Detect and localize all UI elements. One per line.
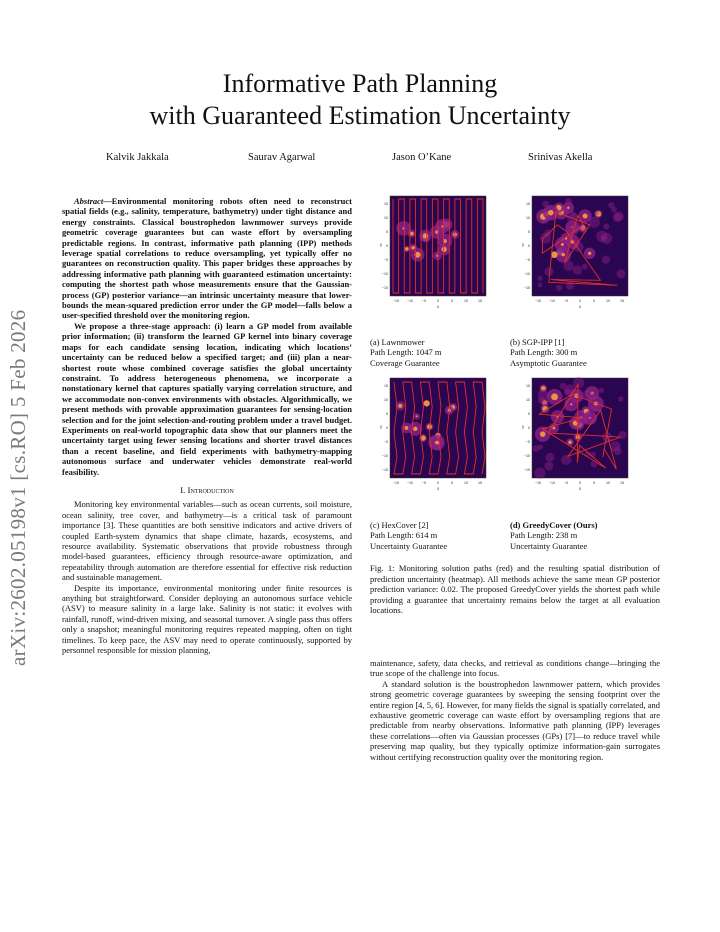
x-tick-label: 0 bbox=[437, 299, 439, 303]
x-tick-label: 5 bbox=[451, 299, 453, 303]
panel-d-guarantee: Uncertainty Guarantee bbox=[510, 540, 588, 551]
y-tick-label: 0 bbox=[386, 426, 388, 431]
y-tick-label: −10 bbox=[381, 454, 388, 459]
abstract-label: Abstract bbox=[74, 196, 104, 206]
author-list bbox=[0, 152, 720, 168]
y-tick-label: −15 bbox=[523, 286, 530, 291]
panel-a-label: (a) Lawnmower bbox=[370, 337, 425, 347]
figure-panel-sgp-ipp bbox=[520, 192, 630, 310]
y-tick-label: 0 bbox=[528, 244, 530, 249]
intro-paragraph-2: Despite its importance, environmental monitoring under finite resources is anything but straightforward. Consider deploying an autonomous surface vehicle (ASV) to measure salinity in a large lake. Salinity is not static: it evolves with rainfall, runoff, wind-driven mixing, and seasonal turnover. A single pass thus offers only a snapshot; meaningful monitoring requires repeated mapping, often on tight timelines. To keep pace, the ASV may need to operate continuously, supported by personnel responsible for mission planning, bbox=[62, 582, 352, 656]
panel-d-label: (d) GreedyCover (Ours) bbox=[510, 520, 598, 530]
abstract bbox=[62, 196, 352, 477]
y-tick-label: 10 bbox=[384, 398, 388, 403]
x-tick-label: −5 bbox=[421, 481, 427, 485]
panel-caption-c bbox=[370, 520, 447, 551]
x-axis-label: x bbox=[578, 486, 582, 491]
right-column bbox=[370, 658, 660, 762]
arxiv-stamp: arXiv:2602.05198v1 [cs.RO] 5 Feb 2026 bbox=[6, 309, 30, 666]
y-tick-label: 0 bbox=[528, 426, 530, 431]
y-tick-label: 5 bbox=[528, 412, 530, 417]
x-tick-label: −15 bbox=[534, 481, 542, 485]
y-tick-label: −15 bbox=[381, 286, 388, 291]
panel-caption-b bbox=[510, 337, 587, 368]
figure-panel-hexcover bbox=[378, 374, 488, 492]
y-tick-label: 5 bbox=[386, 412, 388, 417]
x-tick-label: 15 bbox=[620, 481, 624, 485]
abstract-p2: We propose a three-stage approach: (i) learn a GP model from available prior information; (ii) transform the learned GP kernel into binary coverage maps for each candidate sensing location, indicating which locations’ uncertainty can be reduced below a specified target; and (iii) plan a near-shortest route whose combined coverage satisfies the global uncertainty constraint. To address heterogeneous phenomena, we incorporate a nonstationary kernel that captures spatially varying correlation structure, and we accommodate non-convex environments with obstacles. Algorithmically, we present methods with provable approximation guarantees for sensing-location selection and for the joint selection-and-routing problem under a travel budget. Experiments on real-world topographic data show that our planners meet the uncertainty target using fewer sensing locations and shorter travel distances than a recent baseline, and field experiments with bathymetry-mapping autonomous surface and underwater vehicles demonstrate real-world feasibility. bbox=[62, 320, 352, 477]
figure-panel-lawnmower bbox=[378, 192, 488, 310]
y-tick-label: 10 bbox=[526, 398, 530, 403]
y-tick-label: −10 bbox=[523, 272, 530, 277]
abstract-p1: —Environmental monitoring robots often need to reconstruct spatial fields (e.g., salinity, temperature, bathymetry) under tight distance and energy constraints. Classical boustrophedon lawnmower surveys provide geometric coverage guarantees but can waste effort by oversampling predictable regions. In contrast, informative path planning (IPP) methods leverage spatial correlations to reduce oversampling, yet typically offer no guarantees on reconstruction quality. This paper bridges these approaches by addressing informative path planning with guaranteed estimation uncertainty: computing the shortest path whose measurements ensure that the Gaussian-process (GP) posterior variance—an intrinsic uncertainty measure that lower-bounds the mean-squared prediction error under the GP model—falls below a user-specified threshold over the monitoring region. bbox=[62, 196, 352, 321]
author-4: Srinivas Akella bbox=[528, 152, 593, 163]
x-tick-label: 10 bbox=[606, 299, 610, 303]
panel-c-path-length: Path Length: 614 m bbox=[370, 530, 438, 541]
x-tick-label: 0 bbox=[579, 299, 581, 303]
x-tick-label: 0 bbox=[579, 481, 581, 485]
panel-b-path-length: Path Length: 300 m bbox=[510, 347, 578, 358]
heatmap-greedy bbox=[520, 374, 630, 492]
x-tick-label: 15 bbox=[478, 299, 482, 303]
y-tick-label: 5 bbox=[386, 230, 388, 235]
x-tick-label: −5 bbox=[563, 481, 569, 485]
x-tick-label: −10 bbox=[406, 299, 414, 303]
heatmap-sgp bbox=[520, 192, 630, 310]
y-tick-label: 10 bbox=[526, 216, 530, 221]
intro-paragraph-1: Monitoring key environmental variables—such as ocean currents, soil moisture, ocean salinity, tree cover, and bathymetry—is a critical task of paramount importance [3]. These quantities are both sensitive indicators and active drivers of coupled Earth-system dynamics that shape climate, hazards, ecosystems, and resource availability. Systematic observations that provide robustness through model-based guarantees, efficiency through resource-aware optimization, and repeatability through automation are therefore essential for effective risk reduction and sustainable management. bbox=[62, 499, 352, 583]
panel-a-path-length: Path Length: 1047 m bbox=[370, 347, 442, 358]
left-column bbox=[62, 196, 352, 655]
y-tick-label: 15 bbox=[526, 384, 530, 389]
y-tick-label: −10 bbox=[523, 454, 530, 459]
panel-c-guarantee: Uncertainty Guarantee bbox=[370, 540, 448, 551]
panel-b-guarantee: Asymptotic Guarantee bbox=[510, 357, 587, 368]
y-tick-label: 5 bbox=[528, 230, 530, 235]
panel-b-label: (b) SGP-IPP [1] bbox=[510, 337, 565, 347]
y-tick-label: 15 bbox=[384, 384, 388, 389]
figure-panel-greedycover bbox=[520, 374, 630, 492]
y-tick-label: −5 bbox=[383, 258, 388, 263]
x-axis-label: x bbox=[436, 304, 440, 309]
y-tick-label: 10 bbox=[384, 216, 388, 221]
panel-caption-a bbox=[370, 337, 442, 368]
x-tick-label: 0 bbox=[437, 481, 439, 485]
x-tick-label: −15 bbox=[392, 481, 400, 485]
y-axis-label: y bbox=[521, 242, 525, 247]
x-axis-label: x bbox=[436, 486, 440, 491]
x-tick-label: 10 bbox=[464, 481, 468, 485]
y-axis-label: y bbox=[379, 424, 383, 429]
heatmap-hex bbox=[378, 374, 488, 492]
x-tick-label: −5 bbox=[563, 299, 569, 303]
y-tick-label: −5 bbox=[525, 258, 530, 263]
author-1: Kalvik Jakkala bbox=[106, 152, 169, 163]
y-tick-label: −5 bbox=[383, 440, 388, 445]
y-tick-label: 15 bbox=[526, 202, 530, 207]
y-tick-label: 0 bbox=[386, 244, 388, 249]
panel-c-label: (c) HexCover [2] bbox=[370, 520, 429, 530]
panel-a-guarantee: Coverage Guarantee bbox=[370, 357, 440, 368]
y-tick-label: −15 bbox=[381, 468, 388, 473]
panel-caption-d bbox=[510, 520, 598, 551]
figure-caption: Fig. 1: Monitoring solution paths (red) and the resulting spatial distribution of prediction uncertainty (heatmap). All methods achieve the same mean GP posterior prediction variance: 0.02. The proposed GreedyCover yields the shortest path while providing a guarantee that uncertainty remains below the target at all evaluation locations. bbox=[370, 563, 660, 616]
x-tick-label: 5 bbox=[593, 481, 595, 485]
x-tick-label: −5 bbox=[421, 299, 427, 303]
author-3: Jason O’Kane bbox=[392, 152, 452, 163]
x-tick-label: −10 bbox=[406, 481, 414, 485]
y-tick-label: −10 bbox=[381, 272, 388, 277]
y-axis-label: y bbox=[379, 242, 383, 247]
section-heading-introduction: I. Introduction bbox=[180, 484, 234, 495]
x-tick-label: 15 bbox=[478, 481, 482, 485]
y-tick-label: −15 bbox=[523, 468, 530, 473]
paper-title-line2: with Guaranteed Estimation Uncertainty bbox=[149, 101, 571, 130]
heatmap-lawn bbox=[378, 192, 488, 310]
x-tick-label: 5 bbox=[451, 481, 453, 485]
x-tick-label: −10 bbox=[548, 481, 556, 485]
x-tick-label: 10 bbox=[464, 299, 468, 303]
right-paragraph-1: maintenance, safety, data checks, and retrieval as conditions change—bringing the true scope of the challenge into focus. bbox=[370, 658, 660, 679]
x-axis-label: x bbox=[578, 304, 582, 309]
x-tick-label: −15 bbox=[392, 299, 400, 303]
y-axis-label: y bbox=[521, 424, 525, 429]
right-paragraph-2: A standard solution is the boustrophedon lawnmower pattern, which provides strong geometric coverage guarantees by sweeping the sensing footprint over the entire region [4, 5, 6]. However, for many fields the signal is spatially correlated, and exhaustive geometric coverage can waste effort by oversampling regions that are predictable from nearby observations. Informative path planning (IPP) leverages these correlations—often via Gaussian processes (GPs) [7]—to reduce travel while preserving map quality, but they typically optimize information-gain surrogates without certifying reconstruction quality over the monitoring region. bbox=[370, 678, 660, 762]
author-2: Saurav Agarwal bbox=[248, 152, 316, 163]
panel-d-path-length: Path Length: 238 m bbox=[510, 530, 578, 541]
paper-title-line1: Informative Path Planning bbox=[222, 69, 498, 98]
y-tick-label: 15 bbox=[384, 202, 388, 207]
x-tick-label: 15 bbox=[620, 299, 624, 303]
y-tick-label: −5 bbox=[525, 440, 530, 445]
x-tick-label: 10 bbox=[606, 481, 610, 485]
x-tick-label: 5 bbox=[593, 299, 595, 303]
x-tick-label: −10 bbox=[548, 299, 556, 303]
x-tick-label: −15 bbox=[534, 299, 542, 303]
